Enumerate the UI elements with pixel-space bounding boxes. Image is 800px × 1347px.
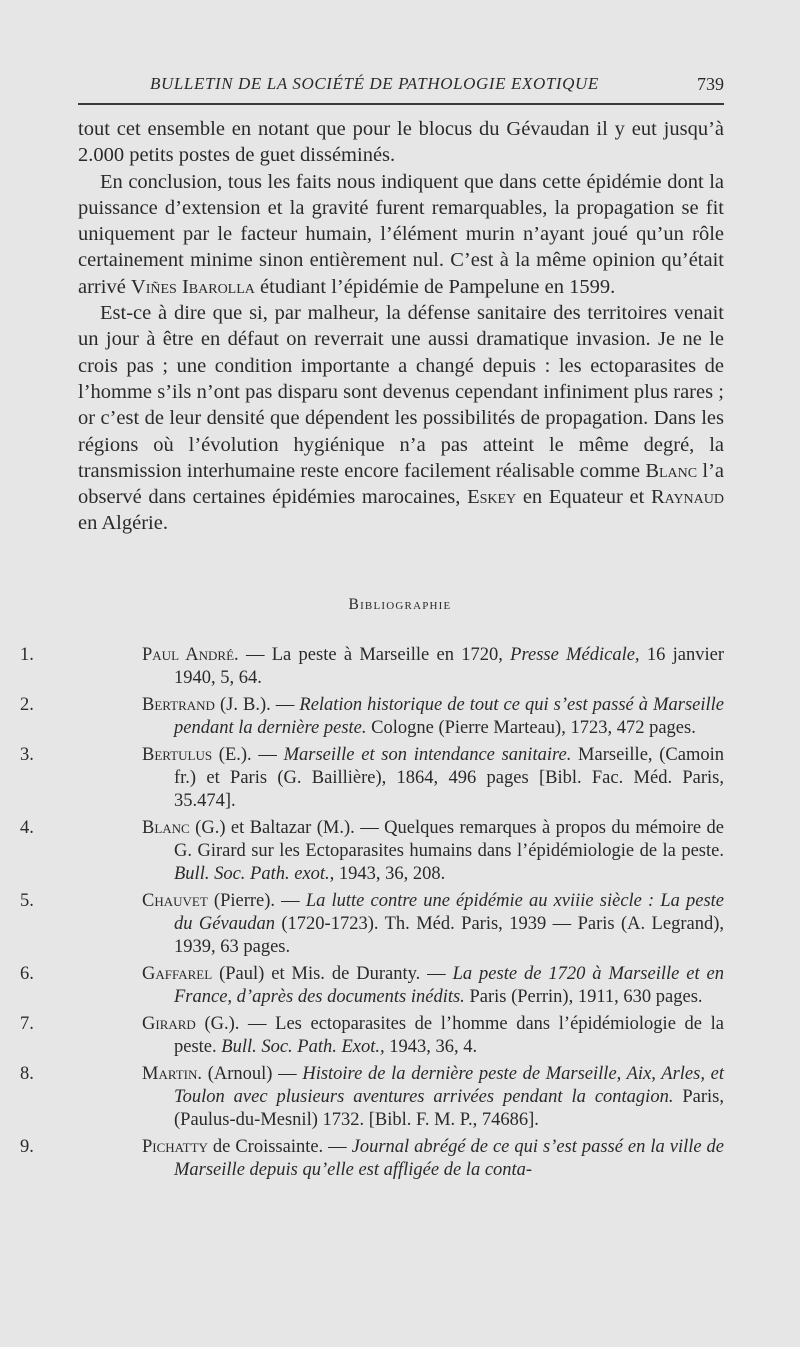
entry-text: (Paul) et Mis. de Duranty. —	[212, 964, 453, 984]
entry-details: Paris, (Paulus-du-Mesnil) 1732. [Bibl. F. M. P., 74686].	[174, 1087, 725, 1130]
entry-author: Gaffarel	[142, 964, 213, 984]
paragraph-1	[78, 116, 724, 169]
entry-author: Chauvet	[142, 891, 208, 911]
entry-text: (Pierre). —	[207, 891, 306, 911]
entry-author: Pichatty	[142, 1137, 208, 1157]
bibliography-entry	[20, 1013, 724, 1059]
entry-title: La peste de 1720 à Marseille et en France, d’après des documents inédits.	[174, 964, 724, 1007]
entry-details: Paris (Perrin), 1911, 630 pages.	[464, 987, 703, 1007]
entry-author: Blanc	[142, 818, 190, 838]
entry-text: (J. B.). —	[214, 695, 300, 715]
entry-title: La lutte contre une épidémie au xviiie siècle : La peste du Gévaudan	[174, 891, 725, 934]
page-number: 739	[697, 74, 724, 94]
entry-details: 16 janvier 1940, 5, 64.	[174, 645, 724, 688]
bibliography-entry	[20, 817, 724, 886]
entry-number: 4.	[20, 818, 34, 838]
author-name: Eskey	[467, 486, 517, 509]
entry-text: (G.) et Baltazar (M.). — Quelques remarques à propos du mémoire de G. Girard sur les Ectoparasites humains dans l’épidémiologie de la peste.	[174, 818, 724, 861]
entry-author: Bertrand	[142, 695, 215, 715]
paragraph-3-text-c: en Equateur et	[516, 486, 651, 509]
entry-number: 2.	[20, 695, 34, 715]
entry-author: Paul André.	[142, 645, 239, 665]
entry-number: 1.	[20, 645, 34, 665]
entry-title: Bull. Soc. Path. exot.,	[174, 864, 335, 884]
entry-number: 8.	[20, 1064, 34, 1084]
bibliography-entry	[20, 644, 724, 690]
bibliography-entry	[20, 890, 725, 959]
entry-number: 5.	[20, 891, 34, 911]
paragraph-2-text-end: étudiant l’épidémie de Pampelune en 1599.	[254, 275, 616, 298]
bibliography-entry	[20, 1136, 725, 1182]
bibliography-entry	[20, 744, 724, 813]
entry-title: Marseille et son intendance sanitaire.	[283, 745, 572, 765]
paragraph-1-text: tout cet ensemble en notant que pour le blocus du Gévaudan il y eut jusqu’à 2.000 petits postes de guet disséminés.	[78, 118, 724, 167]
entry-title: Presse Médicale,	[510, 645, 640, 665]
entry-title: Bull. Soc. Path. Exot.,	[221, 1037, 385, 1057]
entry-text: de Croissainte. —	[207, 1137, 352, 1157]
entry-text: — La peste à Marseille en 1720,	[238, 645, 511, 665]
entry-number: 9.	[20, 1137, 34, 1157]
entry-text: (G.). — Les ectoparasites de l’homme dans l’épidémiologie de la peste.	[174, 1014, 724, 1057]
author-name: Raynaud	[650, 486, 725, 509]
entry-title: Journal abrégé de ce qui s’est passé en la ville de Marseille depuis qu’elle est affligée de la conta-	[174, 1137, 725, 1180]
bibliography-entry	[20, 963, 724, 1009]
entry-details: Cologne (Pierre Marteau), 1723, 472 pages.	[366, 718, 696, 738]
entry-title: Relation historique de tout ce qui s’est passé à Marseille pendant la dernière peste.	[174, 695, 724, 738]
bibliography-heading: Bibliographie	[348, 596, 452, 613]
entry-number: 3.	[20, 745, 34, 765]
paragraph-3	[78, 300, 724, 537]
bibliography-entry	[20, 694, 724, 740]
entry-details: 1943, 36, 208.	[334, 864, 446, 884]
entry-title: Histoire de la dernière peste de Marseille, Aix, Arles, et Toulon avec plusieurs aventures arrivées pendant la contagion.	[174, 1064, 724, 1107]
entry-text: (Arnoul) —	[202, 1064, 303, 1084]
running-header	[78, 74, 724, 104]
paragraph-2-text: En conclusion, tous les faits nous indiquent que dans cette épidémie dont la puissance d’extension et la gravité furent remarquables, la propagation se fit uniquement par le facteur humain, l’élément murin n’ayant joué qu’un rôle certainement minime sinon entièrement nul. C’est à la même opinion qu’était arrivé	[78, 170, 724, 298]
entry-author: Bertulus	[142, 745, 213, 765]
paragraph-3-text-end: en Algérie.	[78, 512, 168, 535]
entry-number: 6.	[20, 964, 34, 984]
paragraph-3-text: Est-ce à dire que si, par malheur, la défense sanitaire des territoires venait un jour à être en défaut on reverrait une aussi dramatique invasion. Je ne le crois pas ; une condition importante a changé depuis : les ectoparasites de l’homme s’ils n’ont pas disparu sont devenus cependant infiniment plus rares ; or c’est de leur densité que dépendent les possibilités de propagation. Dans les régions où l’évolution hygiénique n’a pas atteint le même degré, la transmission interhumaine reste encore facilement réalisable comme	[78, 302, 724, 482]
entry-details: Marseille, (Camoin fr.) et Paris (G. Baillière), 1864, 496 pages [Bibl. Fac. Méd. Paris, 35.474].	[174, 745, 724, 811]
paragraph-3-text-b: l’a observé dans certaines épidémies marocaines,	[78, 459, 725, 509]
entry-details: 1943, 36, 4.	[384, 1037, 478, 1057]
bibliography-entry	[20, 1063, 725, 1132]
entry-text: (E.). —	[212, 745, 284, 765]
journal-title: BULLETIN DE LA SOCIÉTÉ DE PATHOLOGIE EXOTIQUE	[150, 74, 599, 93]
entry-number: 7.	[20, 1014, 34, 1034]
header-rule	[78, 103, 724, 105]
body-text	[78, 116, 724, 537]
author-name: Viñes Ibarolla	[130, 275, 255, 298]
entry-author: Girard	[142, 1014, 196, 1034]
bibliography-list	[20, 644, 725, 1186]
author-name: Blanc	[645, 459, 698, 482]
paragraph-2	[78, 169, 724, 300]
entry-author: Martin.	[142, 1064, 203, 1084]
entry-details: (1720-1723). Th. Méd. Paris, 1939 — Paris (A. Legrand), 1939, 63 pages.	[174, 914, 724, 957]
